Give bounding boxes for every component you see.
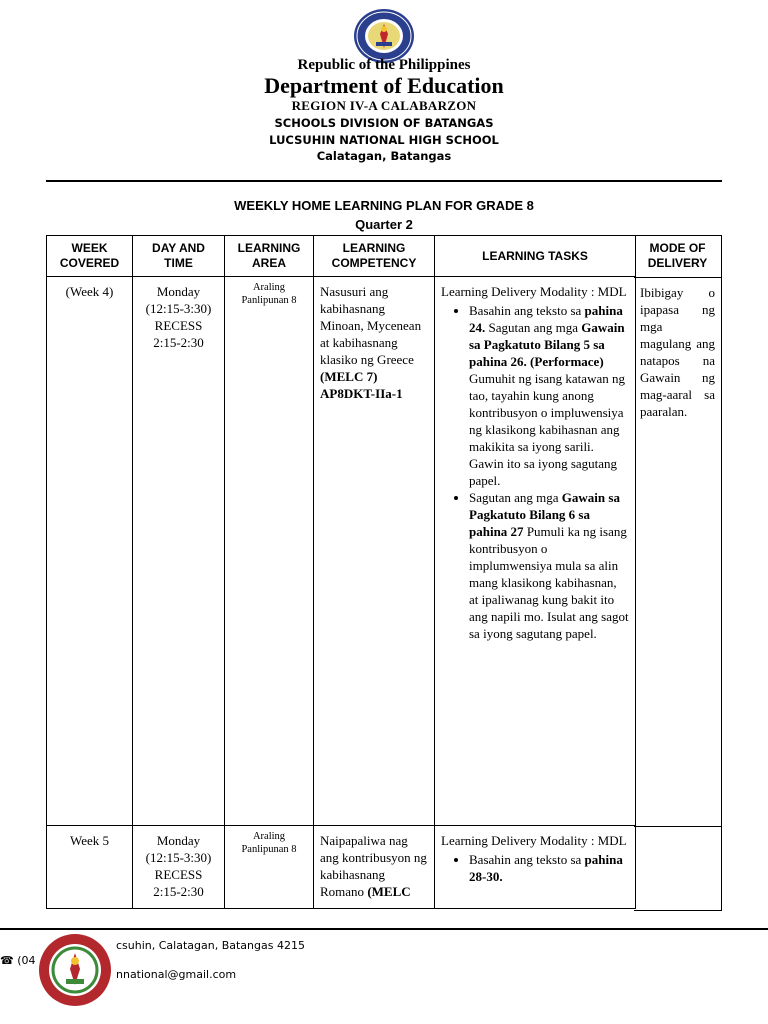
- region-heading: REGION IV-A CALABARZON: [291, 98, 477, 113]
- area-cell: Araling Panlipunan 8: [225, 826, 314, 909]
- department-heading: Department of Education: [264, 73, 504, 98]
- tasks-cell: Learning Delivery Modality : MDL • Basahin ang teksto sa pahina 24. Sagutan ang mga Gawain sa Pagkatuto Bilang 5 sa pahina 26. (Performace) Gumuhit ng isang katawan ng tao, tayahin kung anong kontribusyon o impluwensiya ng klasikong kabihasnan ang makikita sa iyong sarili. Gawin ito sa iyong sagutang papel. • Sagutan ang mga Gawain sa Pagkatuto Bilang 6 sa pahina 27 Pumuli ka ng isang kontribusyon o implumwensiya mula sa alin mang klasikong kabihasnan, at ipaliwanag kung bakit ito ang napili mo. Isulat ang sagot sa iyong sagutang papel.: [435, 277, 636, 826]
- week-cell: (Week 4): [47, 277, 133, 826]
- footer-address: csuhin, Calatagan, Batangas 4215: [116, 939, 305, 952]
- table-row: [47, 826, 636, 909]
- competency-cell: Nasusuri ang kabihasnang Minoan, Mycenean at kabihasnang klasiko ng Greece (MELC 7) AP8DKT-IIa-1: [314, 277, 435, 826]
- learning-plan-table: [46, 235, 636, 909]
- division-heading: SCHOOLS DIVISION OF BATANGAS: [274, 116, 494, 130]
- plan-title: WEEKLY HOME LEARNING PLAN FOR GRADE 8: [234, 198, 534, 213]
- footer-phone: ☎ (04: [0, 954, 36, 967]
- task-item: • Sagutan ang mga Gawain sa Pagkatuto Bilang 6 sa pahina 27 Pumuli ka ng isang kontribusyon o implumwensiya mula sa alin mang klasikong kabihasnan, at ipaliwanag kung bakit ito ang napili mo. Isulat ang sagot sa iyong sagutang papel.: [469, 489, 629, 642]
- table-row: [47, 277, 636, 826]
- header-divider: [46, 180, 722, 182]
- competency-cell: Naipapaliwa nag ang kontribusyon ng kabihasnang Romano (MELC: [314, 826, 435, 909]
- deped-seal-icon: [352, 8, 416, 64]
- task-item: • Basahin ang teksto sa pahina 24. Sagutan ang mga Gawain sa Pagkatuto Bilang 5 sa pahina 26. (Performace) Gumuhit ng isang katawan ng tao, tayahin kung anong kontribusyon o impluwensiya ng klasikong kabihasnan ang makikita sa iyong sarili. Gawin ito sa iyong sagutang papel.: [469, 302, 629, 489]
- week-column-header: WEEK COVERED: [47, 236, 133, 277]
- republic-heading: Republic of the Philippines: [297, 57, 471, 73]
- area-cell: Araling Panlipunan 8: [225, 277, 314, 826]
- town-heading: Calatagan, Batangas: [316, 149, 452, 163]
- school-heading: LUCSUHIN NATIONAL HIGH SCHOOL: [269, 133, 499, 147]
- school-logo-icon: [38, 933, 112, 1007]
- week-cell: Week 5: [47, 826, 133, 909]
- competency-column-header: LEARNING COMPETENCY: [314, 236, 435, 277]
- table-header-row: [47, 236, 636, 277]
- area-column-header: LEARNING AREA: [225, 236, 314, 277]
- delivery-column-header: MODE OF DELIVERY: [634, 236, 721, 278]
- delivery-column: [634, 235, 722, 911]
- quarter-label: Quarter 2: [355, 217, 413, 232]
- day-column-header: DAY AND TIME: [133, 236, 225, 277]
- day-cell: Monday (12:15-3:30) RECESS 2:15-2:30: [133, 277, 225, 826]
- footer-divider: [0, 928, 768, 930]
- delivery-cell: Ibibigay o ipapasa ng mga magulang ang natapos na Gawain ng mag-aaral sa paaralan.: [634, 278, 721, 827]
- day-cell: Monday (12:15-3:30) RECESS 2:15-2:30: [133, 826, 225, 909]
- task-item: • Basahin ang teksto sa pahina 28-30.: [469, 851, 629, 885]
- tasks-column-header: LEARNING TASKS: [435, 236, 636, 277]
- tasks-cell: Learning Delivery Modality : MDL • Basahin ang teksto sa pahina 28-30.: [435, 826, 636, 909]
- footer-email[interactable]: nnational@gmail.com: [116, 968, 237, 981]
